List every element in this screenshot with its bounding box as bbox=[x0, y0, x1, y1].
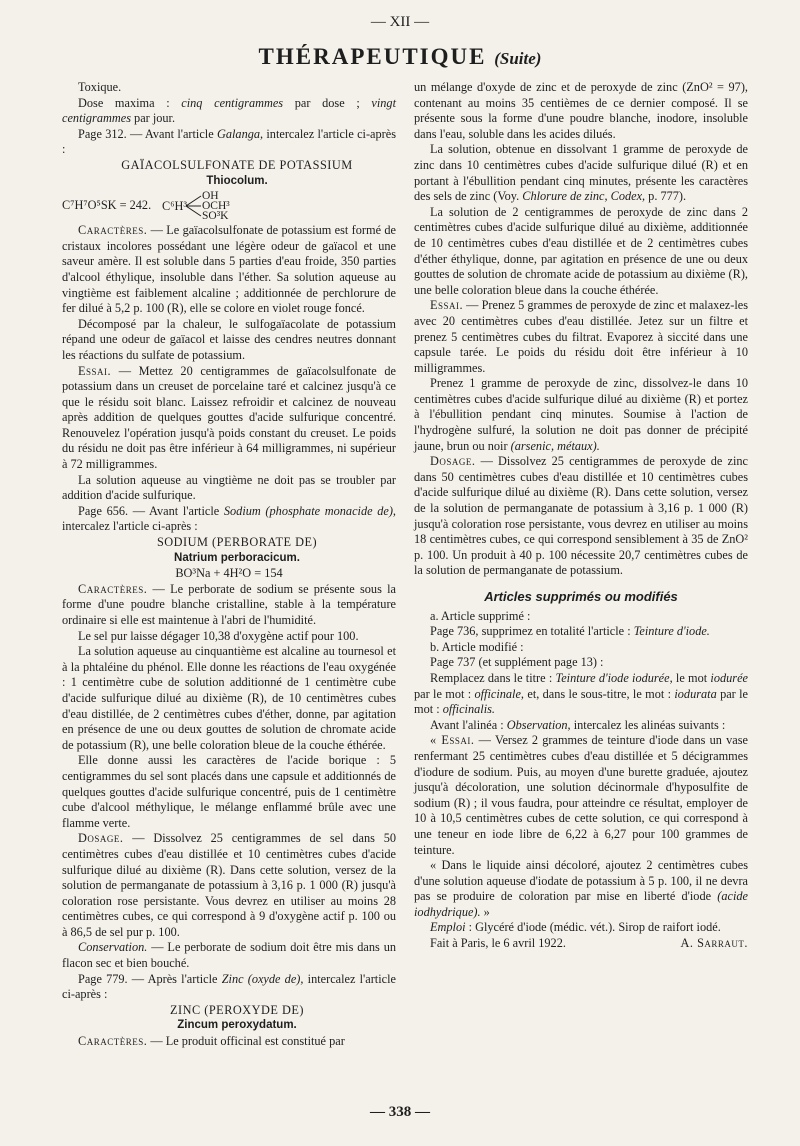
chemical-formula bbox=[62, 189, 396, 223]
article-subheading: Natrium perboracicum. bbox=[174, 551, 300, 564]
para: La solution, obtenue en dissolvant 1 gramme de peroxyde de zinc dans 10 centimètres cubes d'acide sulfurique dilué (R) et en portant à l'ébullition pendant cinq minutes, présente les caractères des sels de zinc (Voy. Chlorure de zinc, Codex, p. 777). bbox=[414, 142, 748, 204]
para: La solution de 2 centigrammes de peroxyde de zinc dans 2 centimètres cubes d'acide sulfurique dilué au dixième, additionnée de 10 centimètres cubes d'eau distillée et de 2 centimètres cubes d'éther éthylique, donne, par agitation en présence de une ou deux gouttes de solution de chromate acide de potassium au dixième (R), une belle coloration bleue dans la couche éthérée. bbox=[414, 204, 748, 297]
para: Prenez 1 gramme de peroxyde de zinc, dissolvez-le dans 10 centimètres cubes d'acide sulfurique dilué au dixième (R) et portez à l'ébullition pendant cinq minutes. Soumise à l'action de l'hydrogène sulfuré, la solution ne doit pas donner de précipité jaune, brun ou noir (arsenic, métaux). bbox=[414, 376, 748, 453]
page-roman-number: — XII — bbox=[370, 14, 430, 30]
para: Remplacez dans le titre : Teinture d'iode iodurée, le mot iodurée par le mot : officinale, et, dans le sous-titre, le mot : iodurata par le mot : officinalis. bbox=[414, 670, 748, 717]
para: Page 779. — Après l'article Zinc (oxyde de), intercalez l'article ci-après : bbox=[62, 971, 396, 1002]
page-title bbox=[0, 44, 800, 70]
para: Conservation. — Le perborate de sodium doit être mis dans un flacon sec et bien bouché. bbox=[62, 940, 396, 971]
formula-left: C⁷H⁷O⁵SK = 242. bbox=[62, 198, 152, 213]
article-subheading: Thiocolum. bbox=[206, 174, 268, 187]
date-line: Fait à Paris, le 6 avril 1922. bbox=[430, 936, 566, 951]
title-main: THÉRAPEUTIQUE bbox=[258, 44, 487, 69]
article-heading: SODIUM (PERBORATE DE) bbox=[156, 535, 318, 550]
para: Page 656. — Avant l'article Sodium (phosphate monacide de), intercalez l'article ci-après : bbox=[62, 503, 396, 534]
title-suite: (Suite) bbox=[494, 49, 542, 68]
article-subheading: Zincum peroxydatum. bbox=[177, 1019, 297, 1032]
article-heading: GAÏACOLSULFONATE DE POTASSIUM bbox=[121, 157, 353, 172]
para: Le sel pur laisse dégager 10,38 d'oxygène actif pour 100. bbox=[78, 628, 359, 643]
para: Caractères. — Le produit officinal est constitué par bbox=[78, 1034, 345, 1049]
para: a. Article supprimé : bbox=[430, 608, 531, 623]
page-number: — 338 — bbox=[370, 1104, 430, 1120]
para: Caractères. — Le gaïacolsulfonate de potassium est formé de cristaux incolores possédant une légère odeur de gaïacol et une saveur amère. Il est soluble dans 5 parties d'eau froide, 350 parties d'alcool éthylique, insoluble dans l'éther. Sa solution aqueuse au vingtième est faiblement alcaline ; additionnée de perchlorure de fer dilué à 5,2 p. 100 (R), elle se colore en violet rouge foncé. bbox=[62, 223, 396, 316]
para: Elle donne aussi les caractères de l'acide borique : 5 centigrammes du sel sont placés dans une capsule et additionnés de quelques gouttes d'acide sulfurique concentré, puis de 1 centimètre cube d'alcool méthylique, le mélange enflammé brûle avec une flamme verte. bbox=[62, 753, 396, 830]
para: Page 736, supprimez en totalité l'article : Teinture d'iode. bbox=[430, 624, 710, 639]
para: b. Article modifié : bbox=[430, 639, 524, 654]
para: Toxique. bbox=[78, 80, 122, 94]
formula-structure: C⁶H³ OH OCH³ SO³K bbox=[162, 190, 230, 223]
bond-lines-icon bbox=[186, 193, 202, 219]
para: Dosage. — Dissolvez 25 centigrammes de sel dans 50 centimètres cubes d'eau distillée et 10 centimètres cubes d'acide sulfurique dilué au dixième (R). Dans cette solution, versez de la solution de permanganate de potassium à 3,16 p. 1 000 (R) jusqu'à coloration rose persistante. Vous devrez en utiliser au moins 28 centimètres cubes, ce qui correspond à 9 d'oxygène actif p. 100 ou à 86,5 de sel pur p. 100. bbox=[62, 831, 396, 939]
right-column bbox=[414, 80, 748, 952]
article-heading: ZINC (PEROXYDE DE) bbox=[169, 1002, 304, 1017]
para: Avant l'alinéa : Observation, intercalez les alinéas suivants : bbox=[430, 717, 726, 732]
chemical-formula: BO³Na + 4H²O = 154 bbox=[175, 566, 283, 581]
para: un mélange d'oxyde de zinc et de peroxyde de zinc (ZnO² = 97), contenant au moins 35 centièmes de ce dernier composé. Il se présente sous la forme d'une poudre blanche, inodore, insoluble dans l'eau, soluble dans les acides dilués. bbox=[414, 80, 748, 141]
para: Page 737 (et supplément page 13) : bbox=[430, 655, 604, 670]
signature-line bbox=[414, 936, 748, 952]
section-heading: Articles supprimés ou modifiés bbox=[484, 589, 678, 604]
para: Caractères. — Le perborate de sodium se présente sous la forme d'une poudre blanche cristalline, stable à la température ordinaire si elle est maintenue à l'abri de l'humidité. bbox=[62, 581, 396, 627]
para: Essai. — Mettez 20 centigrammes de gaïacolsulfonate de potassium dans un creuset de porcelaine taré et calcinez jusqu'à ce que le résidu soit blanc. Laissez refroidir et calcinez de nouveau après addition de quelques gouttes d'acide sulfurique concentré. Renouvelez l'opération jusqu'à poids constant du creuset. Le poids du résidu ne doit pas être inférieur à 64 milligrammes, ni supérieur à 72 milligrammes. bbox=[62, 363, 396, 472]
para: Dose maxima : cinq centigrammes par dose ; vingt centigrammes par jour. bbox=[62, 95, 396, 126]
para: La solution aqueuse au cinquantième est alcaline au tournesol et à la phtaléine du phénol. Elle donne les réactions de l'eau oxygénée : 1 centimètre cube de solution additionné de 1 centimètre cube d'acide sulfurique dilué au dixième (R), de 10 centimètres cubes d'eau distillée, de 2 centimètres cubes d'éther, donne, par agitation en présence de une ou deux gouttes de solution de chromate acide de potassium (R), une belle coloration bleue de la couche éthérée. bbox=[62, 644, 396, 752]
para: La solution aqueuse au vingtième ne doit pas se troubler par addition d'acide sulfurique. bbox=[62, 472, 396, 503]
para: Essai. — Prenez 5 grammes de peroxyde de zinc et malaxez-les avec 20 centimètres cubes d'eau distillée. Jetez sur un filtre et prenez 5 centimètres cubes du filtrat. Evaporez à siccité dans une capsule tarée. Le poids du résidu doit être inférieur à 10 milligrammes. bbox=[414, 298, 748, 375]
para: « Dans le liquide ainsi décoloré, ajoutez 2 centimètres cubes d'une solution aqueuse d'iodate de potassium à 5 p. 100, il ne devra pas se produire de coloration par mise en liberté d'iode (acide iodhydrique). » bbox=[414, 858, 748, 919]
para: Page 312. — Avant l'article Galanga, intercalez l'article ci-après : bbox=[62, 126, 396, 157]
para: Emploi : Glycéré d'iode (médic. vét.). Sirop de raifort iodé. bbox=[430, 920, 721, 935]
left-column bbox=[62, 80, 396, 1050]
para: « Essai. — Versez 2 grammes de teinture d'iode dans un vase renfermant 25 centimètres cubes d'eau distillée et 5 décigrammes d'iodure de sodium. Puis, au moyen d'une burette graduée, ajoutez jusqu'à décoloration, une solution décinormale d'hyposulfite de sodium (R) ; il vous faudra, pour atteindre ce résultat, employer de 10 à 10,5 centimètres cubes de cette solution, ce qui correspond à une teneur en iode libre de 6,22 à 6,27 pour 100 grammes de teinture. bbox=[414, 733, 748, 857]
para: Dosage. — Dissolvez 25 centigrammes de peroxyde de zinc dans 50 centimètres cubes d'eau distillée et 10 centimètres cubes d'acide sulfurique dilué au dixième (R). Dans cette solution, versez de la solution de permanganate de potassium à 3,16 p. 1 000 (R) jusqu'à coloration rose persistante, vous devrez en utiliser au moins 18 centimètres cubes, ce qui correspond sensiblement à 35 de ZnO² p. 100. Un produit à 40 p. 100 nécessite 20,7 centimètres cubes de la solution de permanganate de potassium. bbox=[414, 454, 748, 578]
para: Décomposé par la chaleur, le sulfogaïacolate de potassium répand une odeur de gaïacol et laisse des cendres neutres donnant les réactions du sulfate de potassium. bbox=[62, 316, 396, 362]
signatory: A. Sarraut. bbox=[680, 936, 748, 951]
